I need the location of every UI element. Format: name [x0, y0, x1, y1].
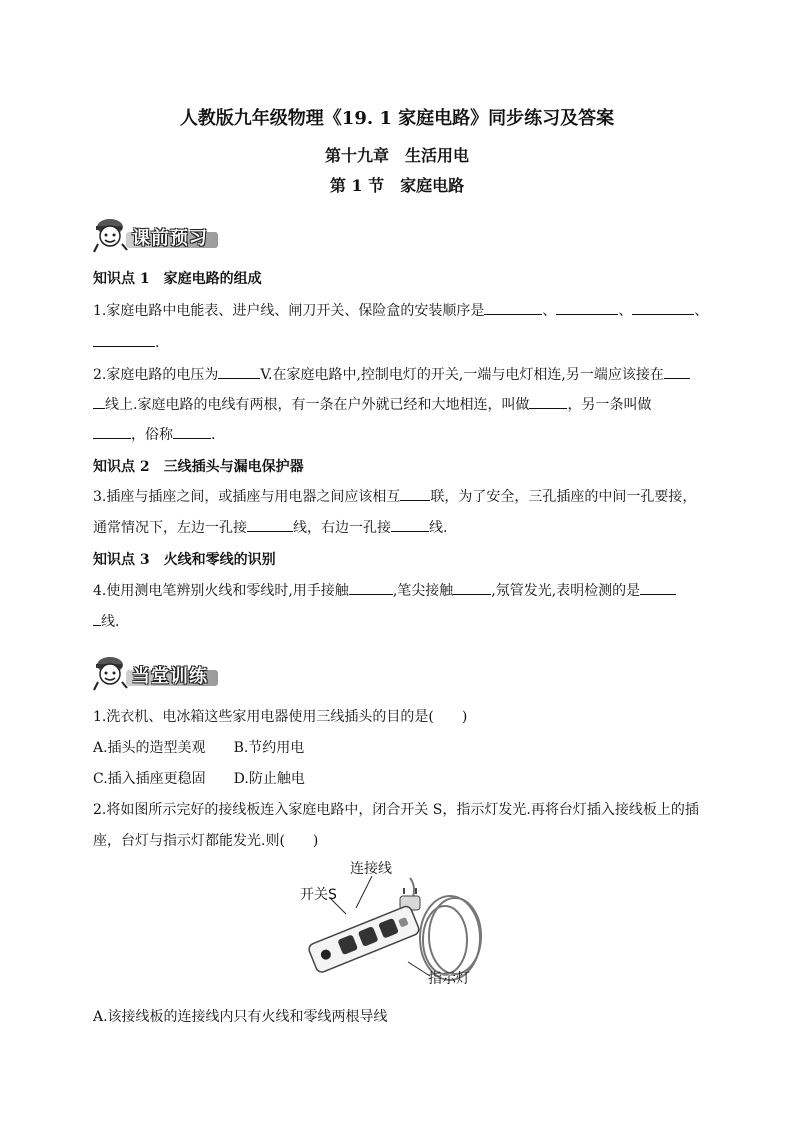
- question-3-cont: 通常情况下，左边一孔接 线，右边一孔接 线.: [93, 517, 447, 537]
- question-1: 1.家庭电路中电能表、进户线、闸刀开关、保险盒的安装顺序是 、 、 、: [93, 300, 708, 320]
- power-strip-figure: [300, 858, 490, 993]
- chapter-title: 第十九章 生活用电: [324, 146, 469, 165]
- practice-q1-options-cd: C.插入插座更稳固 D.防止触电: [93, 771, 305, 787]
- section-title: 第 1 节 家庭电路: [329, 176, 465, 195]
- question-1-cont: .: [93, 332, 159, 351]
- document-title: 人教版九年级物理《19. 1 家庭电路》同步练习及答案: [179, 108, 615, 129]
- practice-q1-options-ab: A.插头的造型美观 B.节约用电: [93, 740, 305, 756]
- practice-question-1: 1.洗衣机、电冰箱这些家用电器使用三线插头的目的是( ): [93, 709, 468, 725]
- class-practice-label: 当堂训练: [132, 666, 208, 687]
- practice-question-2: 2.将如图所示完好的接线板连入家庭电路中，闭合开关 S，指示灯发光.再将台灯插入接线板上的插: [93, 802, 699, 818]
- question-4: 4.使用测电笔辨别火线和零线时,用手接触 ,笔尖接触 ,氖管发光,表明检测的是: [93, 580, 676, 600]
- cable-label: 连接线: [350, 861, 392, 877]
- practice-question-2-cont: 座，台灯与指示灯都能发光.则( ): [93, 833, 319, 849]
- knowledge-point-2: 知识点 2 三线插头与漏电保护器: [93, 459, 304, 475]
- question-3: 3.插座与插座之间，或插座与用电器之间应该相互 联，为了安全，三孔插座的中间一孔要接，: [93, 486, 696, 506]
- question-2: 2.家庭电路的电压为 V.在家庭电路中,控制电灯的开关,一端与电灯相连,另一端应该接在: [93, 364, 690, 384]
- question-2-cont2: ，俗称 .: [93, 424, 215, 444]
- switch-label: 开关S: [300, 887, 337, 903]
- question-4-cont: 线.: [93, 611, 119, 631]
- pre-study-label: 课前预习: [132, 228, 208, 249]
- knowledge-point-1: 知识点 1 家庭电路的组成: [93, 271, 262, 287]
- practice-q2-option-a: A.该接线板的连接线内只有火线和零线两根导线: [93, 1009, 388, 1025]
- question-2-cont: 线上.家庭电路的电线有两根，有一条在户外就已经和大地相连，叫做 ，另一条叫做: [93, 394, 651, 414]
- class-practice-banner: [92, 652, 232, 688]
- knowledge-point-3: 知识点 3 火线和零线的识别: [93, 552, 276, 568]
- indicator-lamp-label: 指示灯: [428, 971, 470, 987]
- pre-study-banner: [92, 214, 232, 250]
